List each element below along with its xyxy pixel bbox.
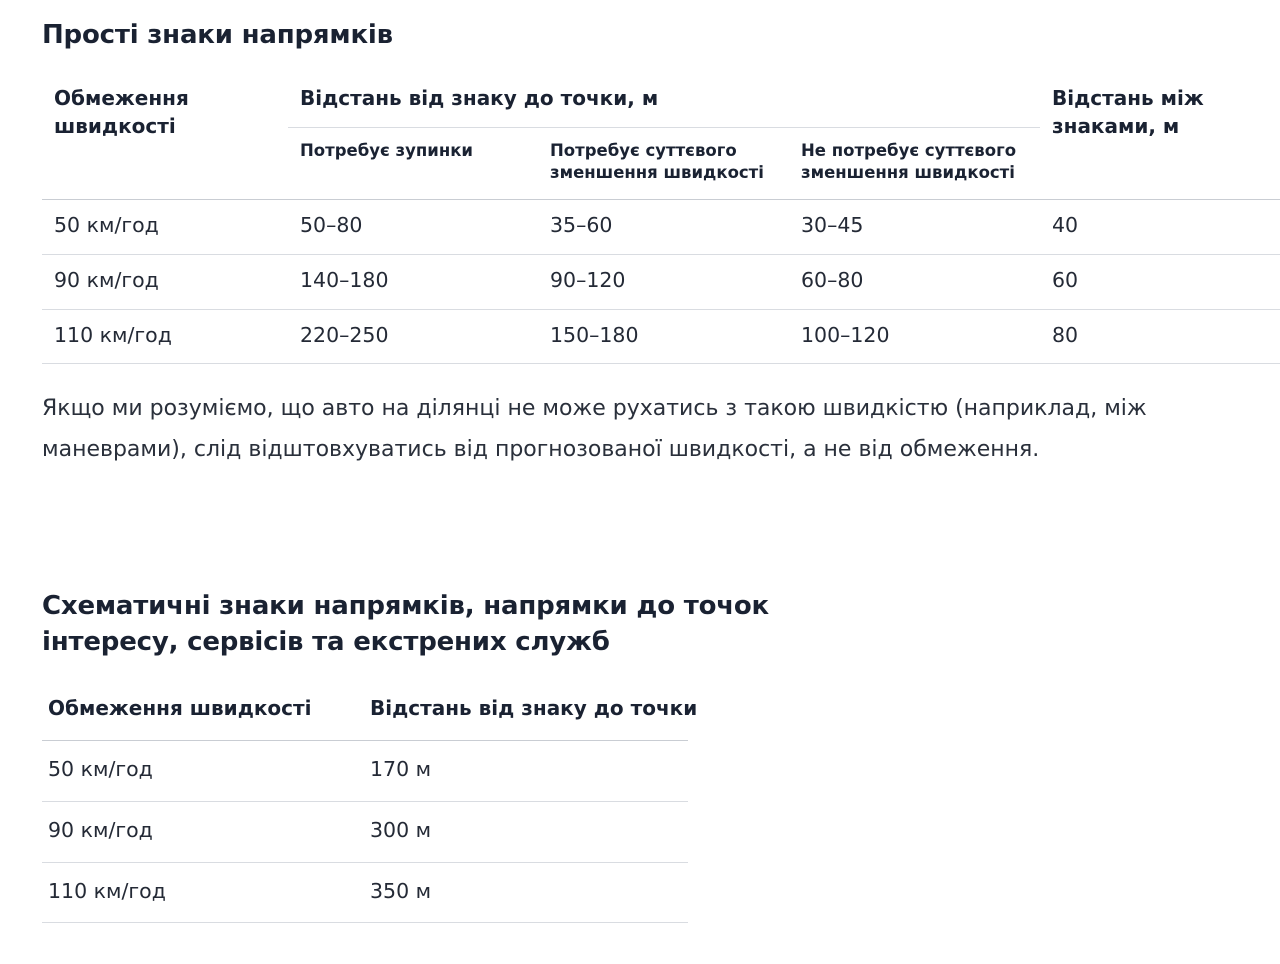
- subheader-significant-slowdown: Потребує суттєвого зменшення швидкості: [550, 141, 764, 182]
- subheader-no-significant-slowdown: Не потребує суттєвого зменшення швидкості: [801, 141, 1017, 182]
- header-between-signs: Відстань між знаками, м: [1052, 86, 1204, 138]
- row-1-between: 40: [1052, 213, 1079, 237]
- row-3-speed-2: 110 км/год: [48, 879, 166, 903]
- row-1-speed: 50 км/год: [54, 213, 159, 237]
- row-1-distance-2: 170 м: [370, 757, 432, 781]
- row-3-between: 80: [1052, 323, 1079, 347]
- simple-signs-table: [42, 72, 1280, 364]
- row-1-speed-2: 50 км/год: [48, 757, 153, 781]
- row-2-between: 60: [1052, 268, 1079, 292]
- row-3-stop: 220–250: [300, 323, 389, 347]
- row-2-distance-2: 300 м: [370, 818, 432, 842]
- row-2-not-significant: 60–80: [801, 268, 864, 292]
- row-3-speed: 110 км/год: [54, 323, 172, 347]
- row-3-distance-2: 350 м: [370, 879, 432, 903]
- row-3-divider: [42, 363, 1280, 364]
- header-divider-2: [42, 740, 688, 741]
- row-2-speed: 90 км/год: [54, 268, 159, 292]
- row-1-significant: 35–60: [550, 213, 613, 237]
- row-2-divider: [42, 309, 1280, 310]
- section-title-schematic-signs: Схематичні знаки напрямків, напрямки до точок інтересу, сервісів та екстрених служб: [42, 591, 769, 657]
- row-1-divider-2: [42, 801, 688, 802]
- header-speed-limit-2: Обмеження швидкості: [48, 696, 312, 720]
- group-header-divider: [288, 127, 1040, 128]
- row-2-divider-2: [42, 862, 688, 863]
- row-2-stop: 140–180: [300, 268, 389, 292]
- section-title-simple-signs: Прості знаки напрямків: [42, 20, 393, 50]
- header-distance-group: Відстань від знаку до точки, м: [300, 86, 659, 110]
- subheader-requires-stop: Потребує зупинки: [300, 141, 473, 160]
- header-distance-2: Відстань від знаку до точки: [370, 696, 698, 720]
- schematic-signs-table: [42, 680, 698, 924]
- header-bottom-divider: [42, 199, 1280, 200]
- row-3-not-significant: 100–120: [801, 323, 890, 347]
- note-paragraph: Якщо ми розуміємо, що авто на ділянці не може рухатись з такою швидкістю (наприклад, між маневрами), слід відштовхуватись від прогнозованої швидкості, а не від обмеження.: [42, 396, 1147, 462]
- row-3-divider-2: [42, 922, 688, 923]
- header-speed-limit: Обмеження швидкості: [54, 86, 189, 138]
- row-2-speed-2: 90 км/год: [48, 818, 153, 842]
- row-3-significant: 150–180: [550, 323, 639, 347]
- row-2-significant: 90–120: [550, 268, 626, 292]
- row-1-stop: 50–80: [300, 213, 363, 237]
- row-1-divider: [42, 254, 1280, 255]
- row-1-not-significant: 30–45: [801, 213, 864, 237]
